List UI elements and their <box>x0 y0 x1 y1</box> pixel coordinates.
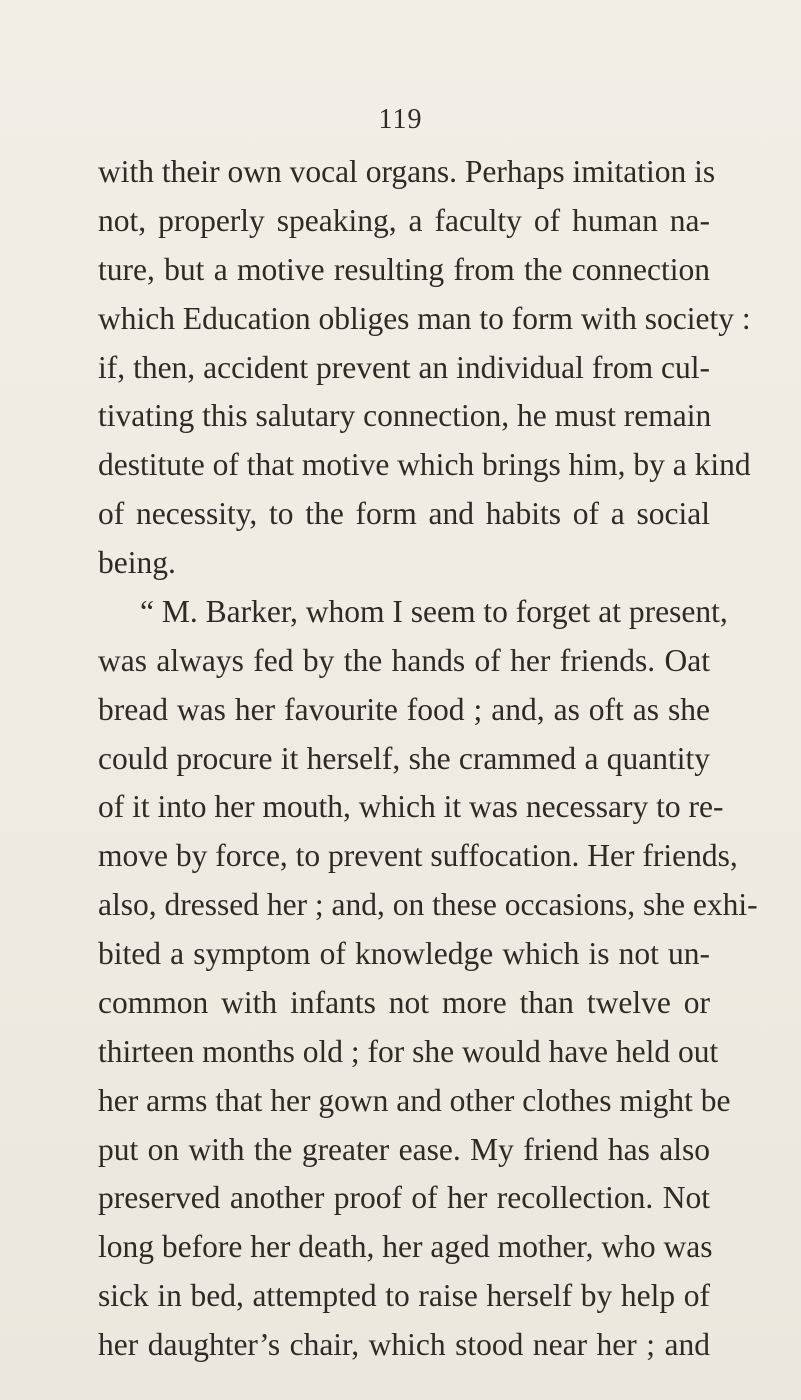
text-line: bited a symptom of knowledge which is not un- <box>98 936 710 972</box>
text-line: if, then, accident prevent an individual from cul- <box>98 349 710 385</box>
text-line: preserved another proof of her recollection. Not <box>98 1180 710 1216</box>
text-line: tivating this salutary connection, he must remain <box>98 398 712 434</box>
text-line: of it into her mouth, which it was necessary to re- <box>98 789 724 825</box>
text-line: ture, but a motive resulting from the connection <box>98 251 710 287</box>
text-line: not, properly speaking, a faculty of human na- <box>98 202 710 238</box>
text-line: her arms that her gown and other clothes might be <box>98 1082 731 1118</box>
text-line: also, dressed her ; and, on these occasions, she exhi- <box>98 887 758 923</box>
text-line: was always fed by the hands of her friends. Oat <box>98 642 710 678</box>
paragraph-start-line: “ M. Barker, whom I seem to forget at present, <box>140 593 728 629</box>
text-line: thirteen months old ; for she would have held out <box>98 1033 719 1069</box>
text-line: long before her death, her aged mother, who was <box>98 1229 713 1265</box>
text-line: put on with the greater ease. My friend has also <box>98 1131 710 1167</box>
text-line: destitute of that motive which brings him, by a kind <box>98 447 751 483</box>
text-line: of necessity, to the form and habits of a social <box>98 496 710 532</box>
text-line: common with infants not more than twelve or <box>98 984 710 1020</box>
text-line: sick in bed, attempted to raise herself by help of <box>98 1278 710 1314</box>
text-line: being. <box>98 545 176 581</box>
text-line: bread was her favourite food ; and, as oft as she <box>98 691 710 727</box>
text-line: which Education obliges man to form with society : <box>98 300 751 336</box>
page-number: 119 <box>378 104 423 135</box>
text-line: her daughter’s chair, which stood near her ; and <box>98 1327 710 1363</box>
text-line: with their own vocal organs. Perhaps imitation is <box>98 154 716 189</box>
text-line: move by force, to prevent suffocation. Her friends, <box>98 838 738 874</box>
text-line: could procure it herself, she crammed a quantity <box>98 740 710 776</box>
